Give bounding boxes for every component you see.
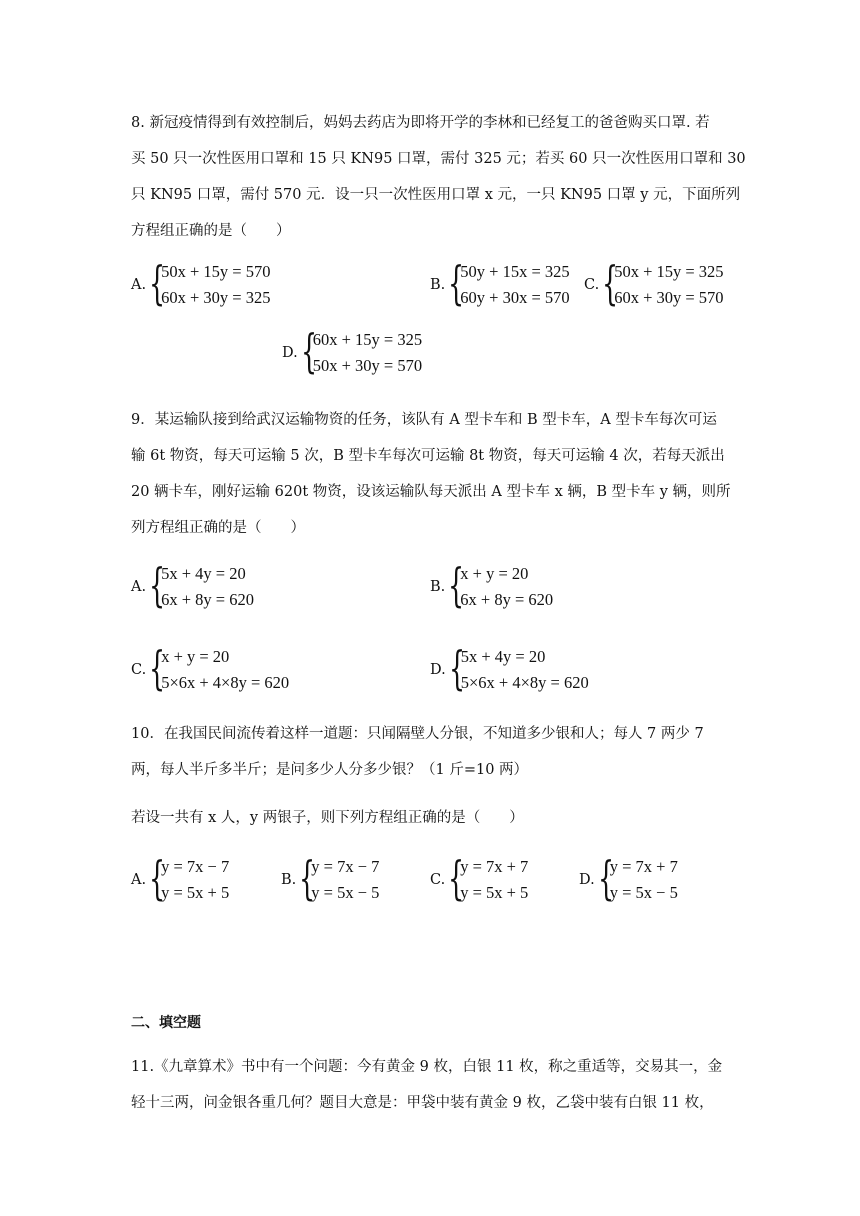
option-label: D. bbox=[579, 872, 595, 888]
text-line: 轻十三两，问金银各重几何？题目大意是：甲袋中装有黄金 9 枚，乙袋中装有白银 11 枚， bbox=[131, 1095, 714, 1111]
brace-icon: { bbox=[448, 851, 465, 905]
brace-icon: { bbox=[149, 256, 166, 310]
option-label: B. bbox=[430, 579, 446, 595]
text-line: 输 6t 物资，每天可运输 5 次，B 型卡车每次可运输 8t 物资，每天可运输 4 次，若每天派出 bbox=[131, 448, 725, 464]
brace-icon: { bbox=[448, 558, 465, 612]
question-10-prompt: 若设一共有 x 人，y 两银子，则下列方程组正确的是（ ） bbox=[131, 810, 524, 826]
option-label: B. bbox=[281, 872, 297, 888]
brace-icon: { bbox=[149, 641, 166, 695]
equation: 5x + 4y = 20 bbox=[161, 564, 246, 583]
equation: x + y = 20 bbox=[161, 647, 230, 666]
option-label: C. bbox=[430, 872, 446, 888]
equation: 50y + 15x = 325 bbox=[460, 262, 570, 281]
text-line: 8. 新冠疫情得到有效控制后，妈妈去药店为即将开学的李林和已经复工的爸爸购买口罩. 若 bbox=[131, 115, 710, 131]
equation: 50x + 30y = 570 bbox=[312, 356, 423, 375]
q9-option-a bbox=[131, 558, 254, 613]
q8-option-a bbox=[131, 256, 271, 311]
equation-system bbox=[614, 259, 723, 311]
option-label: A. bbox=[131, 579, 147, 595]
question-11-text bbox=[131, 1049, 731, 1121]
brace-icon: { bbox=[149, 851, 166, 905]
equation: 6x + 8y = 620 bbox=[460, 590, 554, 609]
text-line: 买 50 只一次性医用口罩和 15 只 KN95 口罩，需付 325 元；若买 60 只一次性医用口罩和 30 bbox=[131, 151, 746, 167]
equation: y = 5x + 5 bbox=[161, 883, 230, 902]
equation: 60y + 30x = 570 bbox=[460, 288, 570, 307]
q10-option-b bbox=[281, 851, 380, 906]
brace-icon: { bbox=[300, 324, 317, 378]
q9-option-b bbox=[430, 558, 554, 613]
q10-option-d bbox=[579, 851, 678, 906]
equation-system bbox=[460, 854, 528, 906]
text-line: 方程组正确的是（ ） bbox=[131, 223, 291, 239]
equation: 5×6x + 4×8y = 620 bbox=[460, 673, 589, 692]
equation: x + y = 20 bbox=[460, 564, 529, 583]
q8-option-d bbox=[282, 324, 423, 379]
equation: 5×6x + 4×8y = 620 bbox=[161, 673, 290, 692]
equation: y = 7x + 7 bbox=[460, 857, 529, 876]
question-8-text bbox=[131, 105, 746, 249]
equation-system bbox=[460, 259, 569, 311]
option-label: C. bbox=[131, 662, 147, 678]
equation-system bbox=[161, 259, 270, 311]
equation: 60x + 15y = 325 bbox=[312, 330, 423, 349]
text-line: 两，每人半斤多半斤；是问多少人分多少银？（1 斤=10 两） bbox=[131, 762, 529, 778]
brace-icon: { bbox=[597, 851, 614, 905]
equation: y = 7x + 7 bbox=[609, 857, 678, 876]
text-line: 10．在我国民间流传着这样一道题：只闻隔壁人分银，不知道多少银和人；每人 7 两少 7 bbox=[131, 726, 704, 742]
equation-system bbox=[161, 561, 254, 613]
equation: y = 5x + 5 bbox=[460, 883, 529, 902]
q9-option-c bbox=[131, 641, 290, 696]
text-line: 只 KN95 口罩，需付 570 元．设一只一次性医用口罩 x 元，一只 KN95 口罩 y 元，下面所列 bbox=[131, 187, 741, 203]
equation: y = 7x − 7 bbox=[311, 857, 380, 876]
brace-icon: { bbox=[448, 256, 465, 310]
option-label: C. bbox=[584, 277, 600, 293]
question-10-text bbox=[131, 716, 731, 788]
q10-option-c bbox=[430, 851, 529, 906]
option-label: D. bbox=[282, 345, 298, 361]
equation-system bbox=[460, 561, 553, 613]
equation: 6x + 8y = 620 bbox=[161, 590, 254, 609]
equation: y = 5x − 5 bbox=[609, 883, 678, 902]
equation: 50x + 15y = 570 bbox=[161, 262, 271, 281]
option-label: B. bbox=[430, 277, 446, 293]
q8-option-c bbox=[584, 256, 724, 311]
equation: y = 7x − 7 bbox=[161, 857, 230, 876]
equation-system bbox=[610, 854, 678, 906]
text-line: 20 辆卡车，刚好运输 620t 物资，设该运输队每天派出 A 型卡车 x 辆，B 型卡车 y 辆，则所 bbox=[131, 484, 731, 500]
option-label: A. bbox=[131, 872, 147, 888]
equation-system bbox=[461, 644, 589, 696]
brace-icon: { bbox=[299, 851, 316, 905]
text-line: 11.《九章算术》书中有一个问题：今有黄金 9 枚，白银 11 枚，称之重适等，交易其一，金 bbox=[131, 1059, 723, 1075]
equation-system bbox=[313, 327, 422, 379]
equation-system bbox=[161, 854, 229, 906]
equation: 50x + 15y = 325 bbox=[614, 262, 724, 281]
brace-icon: { bbox=[149, 558, 166, 612]
q10-option-a bbox=[131, 851, 230, 906]
equation-system bbox=[311, 854, 379, 906]
q9-option-d bbox=[430, 641, 589, 696]
text-line: 列方程组正确的是（ ） bbox=[131, 520, 305, 536]
equation: 60x + 30y = 570 bbox=[614, 288, 724, 307]
option-label: D. bbox=[430, 662, 446, 678]
equation: 60x + 30y = 325 bbox=[161, 288, 271, 307]
section-heading: 二、填空题 bbox=[131, 1015, 201, 1031]
question-9-text bbox=[131, 402, 731, 546]
equation: 5x + 4y = 20 bbox=[460, 647, 546, 666]
option-label: A. bbox=[131, 277, 147, 293]
equation-system bbox=[161, 644, 289, 696]
text-line: 9．某运输队接到给武汉运输物资的任务，该队有 A 型卡车和 B 型卡车，A 型卡车每次可运 bbox=[131, 412, 717, 428]
brace-icon: { bbox=[448, 641, 465, 695]
brace-icon: { bbox=[602, 256, 619, 310]
equation: y = 5x − 5 bbox=[311, 883, 380, 902]
q8-option-b bbox=[430, 256, 570, 311]
